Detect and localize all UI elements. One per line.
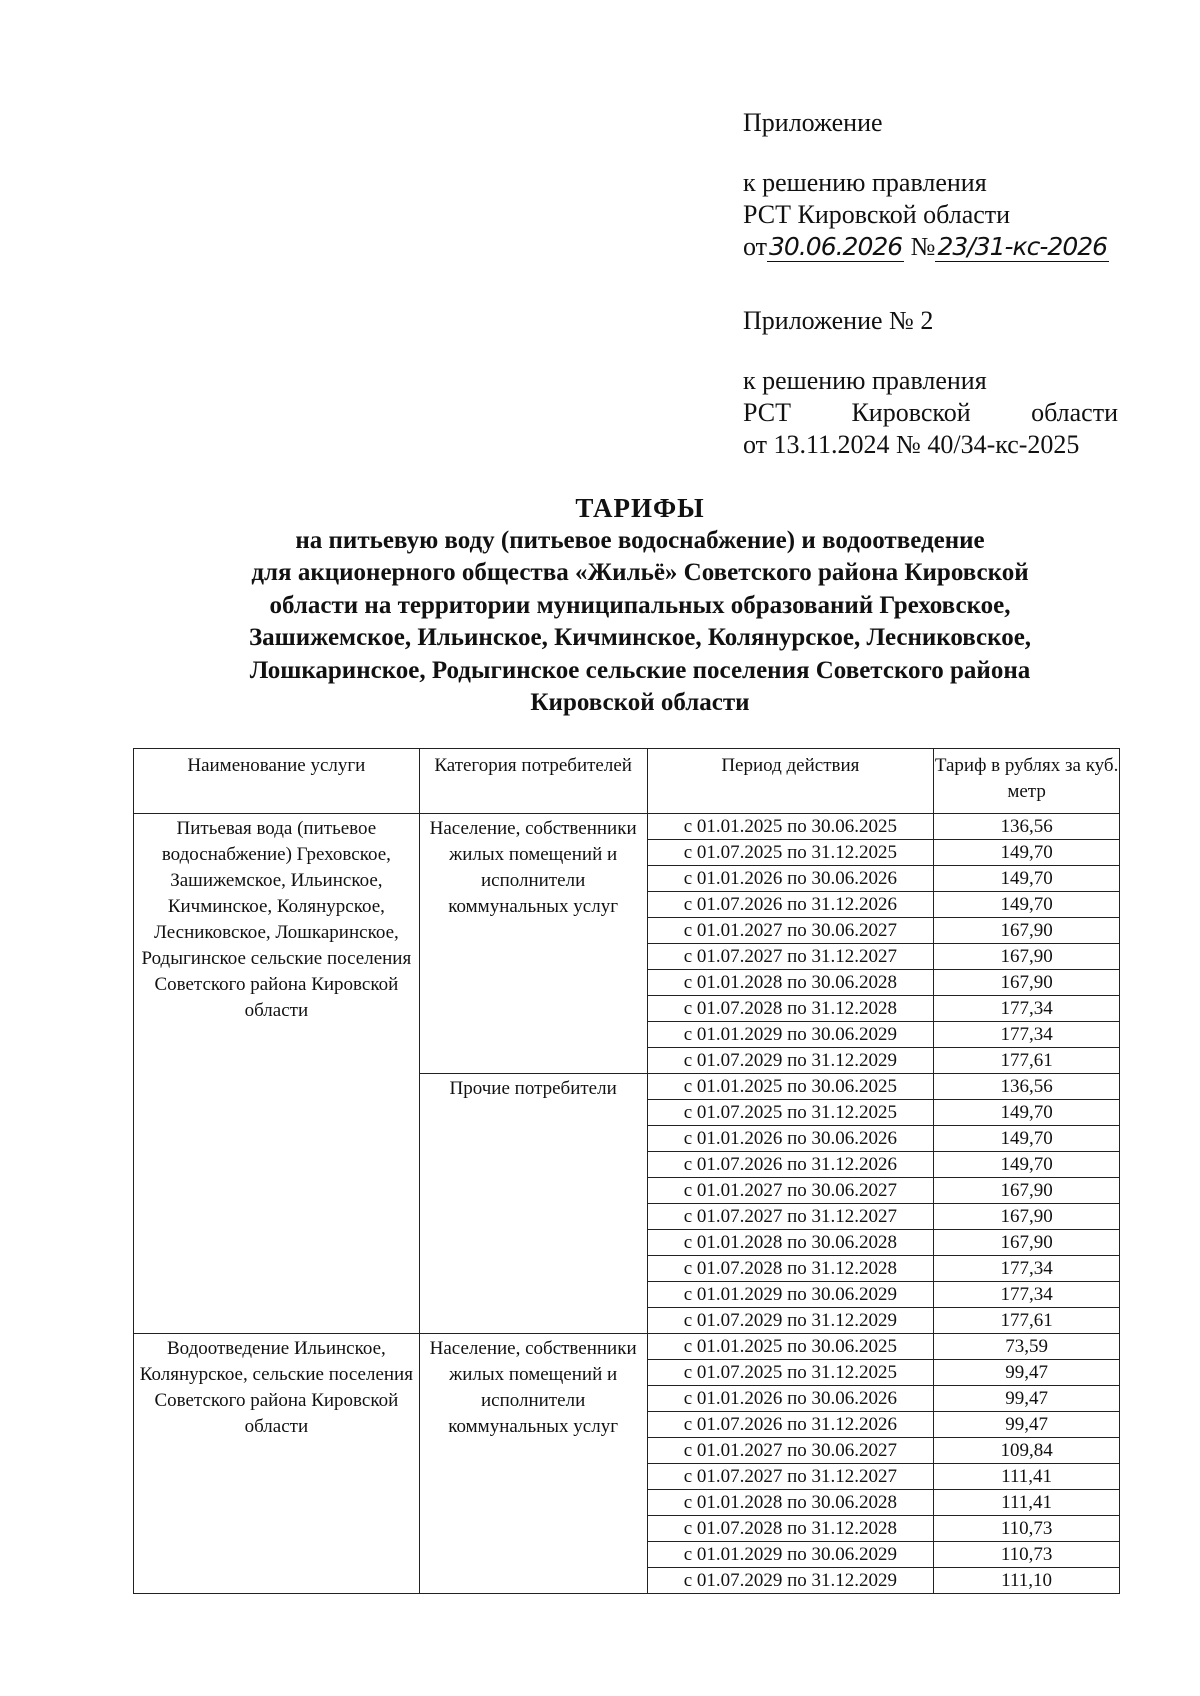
number-sign: № bbox=[910, 232, 936, 261]
tariff-value-cell: 111,41 bbox=[934, 1490, 1120, 1516]
period-cell: с 01.07.2026 по 31.12.2026 bbox=[647, 1412, 934, 1438]
period-cell: с 01.01.2026 по 30.06.2026 bbox=[647, 866, 934, 892]
tariff-value-cell: 177,61 bbox=[934, 1308, 1120, 1334]
rst2-word: области bbox=[1031, 398, 1118, 427]
tariff-value-cell: 73,59 bbox=[934, 1334, 1120, 1360]
period-cell: с 01.07.2025 по 31.12.2025 bbox=[647, 840, 934, 866]
period-cell: с 01.07.2026 по 31.12.2026 bbox=[647, 892, 934, 918]
title-line: для акционерного общества «Жильё» Советского района Кировской bbox=[251, 559, 1029, 586]
period-cell: с 01.01.2027 по 30.06.2027 bbox=[647, 1438, 934, 1464]
period-cell: с 01.07.2029 по 31.12.2029 bbox=[647, 1568, 934, 1594]
appendix-label: Приложение bbox=[743, 108, 883, 137]
appendix-header bbox=[743, 107, 1118, 263]
consumer-category-cell: Население, собственники жилых помещений и исполнители коммунальных услуг bbox=[419, 1334, 647, 1594]
tariff-value-cell: 177,34 bbox=[934, 1282, 1120, 1308]
column-header-tariff: Тариф в рублях за куб. метр bbox=[934, 749, 1120, 814]
rst2-line bbox=[743, 397, 1118, 429]
column-header-category: Категория потребителей bbox=[419, 749, 647, 814]
handwritten-number: 23/31-кс-2026 bbox=[937, 232, 1108, 261]
rst2-word: РСТ bbox=[743, 398, 792, 427]
table-row bbox=[134, 1334, 1120, 1360]
tariff-value-cell: 167,90 bbox=[934, 944, 1120, 970]
tariff-value-cell: 167,90 bbox=[934, 918, 1120, 944]
tariff-value-cell: 110,73 bbox=[934, 1516, 1120, 1542]
period-cell: с 01.01.2028 по 30.06.2028 bbox=[647, 1230, 934, 1256]
period-cell: с 01.01.2025 по 30.06.2025 bbox=[647, 814, 934, 840]
service-name-cell: Водоотведение Ильинское, Колянурское, сельские поселения Советского района Кировской области bbox=[134, 1334, 420, 1594]
title-line: Кировской области bbox=[530, 689, 750, 716]
period-cell: с 01.07.2028 по 31.12.2028 bbox=[647, 1516, 934, 1542]
period-cell: с 01.07.2027 по 31.12.2027 bbox=[647, 944, 934, 970]
tariff-value-cell: 177,34 bbox=[934, 1256, 1120, 1282]
tariff-value-cell: 149,70 bbox=[934, 1152, 1120, 1178]
period-cell: с 01.01.2028 по 30.06.2028 bbox=[647, 1490, 934, 1516]
consumer-category-cell: Прочие потребители bbox=[419, 1074, 647, 1334]
tariff-value-cell: 136,56 bbox=[934, 1074, 1120, 1100]
period-cell: с 01.07.2026 по 31.12.2026 bbox=[647, 1152, 934, 1178]
tariff-value-cell: 177,61 bbox=[934, 1048, 1120, 1074]
column-header-service: Наименование услуги bbox=[134, 749, 420, 814]
period-cell: с 01.01.2029 по 30.06.2029 bbox=[647, 1282, 934, 1308]
tariff-value-cell: 167,90 bbox=[934, 1178, 1120, 1204]
period-cell: с 01.01.2026 по 30.06.2026 bbox=[647, 1386, 934, 1412]
appendix2-label: Приложение № 2 bbox=[743, 306, 934, 335]
tariff-value-cell: 109,84 bbox=[934, 1438, 1120, 1464]
period-cell: с 01.07.2025 по 31.12.2025 bbox=[647, 1100, 934, 1126]
title-line: Зашижемское, Ильинское, Кичминское, Колянурское, Лесниковское, bbox=[248, 624, 1032, 651]
from2-line: от 13.11.2024 № 40/34-кс-2025 bbox=[743, 430, 1080, 459]
tariff-value-cell: 111,41 bbox=[934, 1464, 1120, 1490]
tariff-value-cell: 149,70 bbox=[934, 1100, 1120, 1126]
tariff-value-cell: 167,90 bbox=[934, 1204, 1120, 1230]
period-cell: с 01.07.2028 по 31.12.2028 bbox=[647, 1256, 934, 1282]
tariff-value-cell: 110,73 bbox=[934, 1542, 1120, 1568]
decision-line: к решению правления bbox=[743, 168, 987, 197]
rst-line: РСТ Кировской области bbox=[743, 200, 1011, 229]
from-prefix: от bbox=[743, 232, 768, 261]
period-cell: с 01.07.2027 по 31.12.2027 bbox=[647, 1464, 934, 1490]
tariff-value-cell: 149,70 bbox=[934, 1126, 1120, 1152]
tariff-value-cell: 177,34 bbox=[934, 1022, 1120, 1048]
tariffs-table bbox=[133, 748, 1120, 1594]
period-cell: с 01.01.2029 по 30.06.2029 bbox=[647, 1542, 934, 1568]
period-cell: с 01.07.2029 по 31.12.2029 bbox=[647, 1048, 934, 1074]
period-cell: с 01.01.2029 по 30.06.2029 bbox=[647, 1022, 934, 1048]
column-header-period: Период действия bbox=[647, 749, 934, 814]
service-name-cell: Питьевая вода (питьевое водоснабжение) Греховское, Зашижемское, Ильинское, Кичминское, Колянурское, Лесниковское, Лошкаринское, Родыгинское сельские поселения Советского района Кировской области bbox=[134, 814, 420, 1334]
period-cell: с 01.07.2028 по 31.12.2028 bbox=[647, 996, 934, 1022]
decision2-line: к решению правления bbox=[743, 366, 987, 395]
title-heading: ТАРИФЫ bbox=[575, 493, 705, 523]
rst2-word: Кировской bbox=[851, 398, 971, 427]
tariff-value-cell: 167,90 bbox=[934, 970, 1120, 996]
title-line: на питьевую воду (питьевое водоснабжение) и водоотведение bbox=[295, 526, 985, 554]
date-number-line bbox=[743, 231, 1118, 263]
period-cell: с 01.07.2029 по 31.12.2029 bbox=[647, 1308, 934, 1334]
tariff-value-cell: 99,47 bbox=[934, 1360, 1120, 1386]
title-line: области на территории муниципальных образований Греховское, bbox=[269, 591, 1011, 619]
tariff-value-cell: 149,70 bbox=[934, 892, 1120, 918]
tariff-value-cell: 99,47 bbox=[934, 1412, 1120, 1438]
tariff-value-cell: 149,70 bbox=[934, 866, 1120, 892]
period-cell: с 01.01.2027 по 30.06.2027 bbox=[647, 1178, 934, 1204]
period-cell: с 01.01.2026 по 30.06.2026 bbox=[647, 1126, 934, 1152]
period-cell: с 01.01.2025 по 30.06.2025 bbox=[647, 1074, 934, 1100]
title-line: Лошкаринское, Родыгинское сельские поселения Советского района bbox=[249, 656, 1031, 684]
consumer-category-cell: Население, собственники жилых помещений и исполнители коммунальных услуг bbox=[419, 814, 647, 1074]
period-cell: с 01.01.2028 по 30.06.2028 bbox=[647, 970, 934, 996]
period-cell: с 01.01.2027 по 30.06.2027 bbox=[647, 918, 934, 944]
tariff-value-cell: 136,56 bbox=[934, 814, 1120, 840]
appendix2-header bbox=[743, 305, 1118, 461]
tariff-value-cell: 177,34 bbox=[934, 996, 1120, 1022]
tariff-value-cell: 167,90 bbox=[934, 1230, 1120, 1256]
tariff-value-cell: 149,70 bbox=[934, 840, 1120, 866]
table-header-row bbox=[134, 749, 1120, 814]
period-cell: с 01.07.2025 по 31.12.2025 bbox=[647, 1360, 934, 1386]
handwritten-date: 30.06.2026 bbox=[769, 232, 903, 261]
period-cell: с 01.07.2027 по 31.12.2027 bbox=[647, 1204, 934, 1230]
table-body bbox=[134, 814, 1120, 1594]
tariff-value-cell: 99,47 bbox=[934, 1386, 1120, 1412]
table-row bbox=[134, 814, 1120, 840]
tariff-value-cell: 111,10 bbox=[934, 1568, 1120, 1594]
document-title bbox=[170, 492, 1110, 720]
period-cell: с 01.01.2025 по 30.06.2025 bbox=[647, 1334, 934, 1360]
